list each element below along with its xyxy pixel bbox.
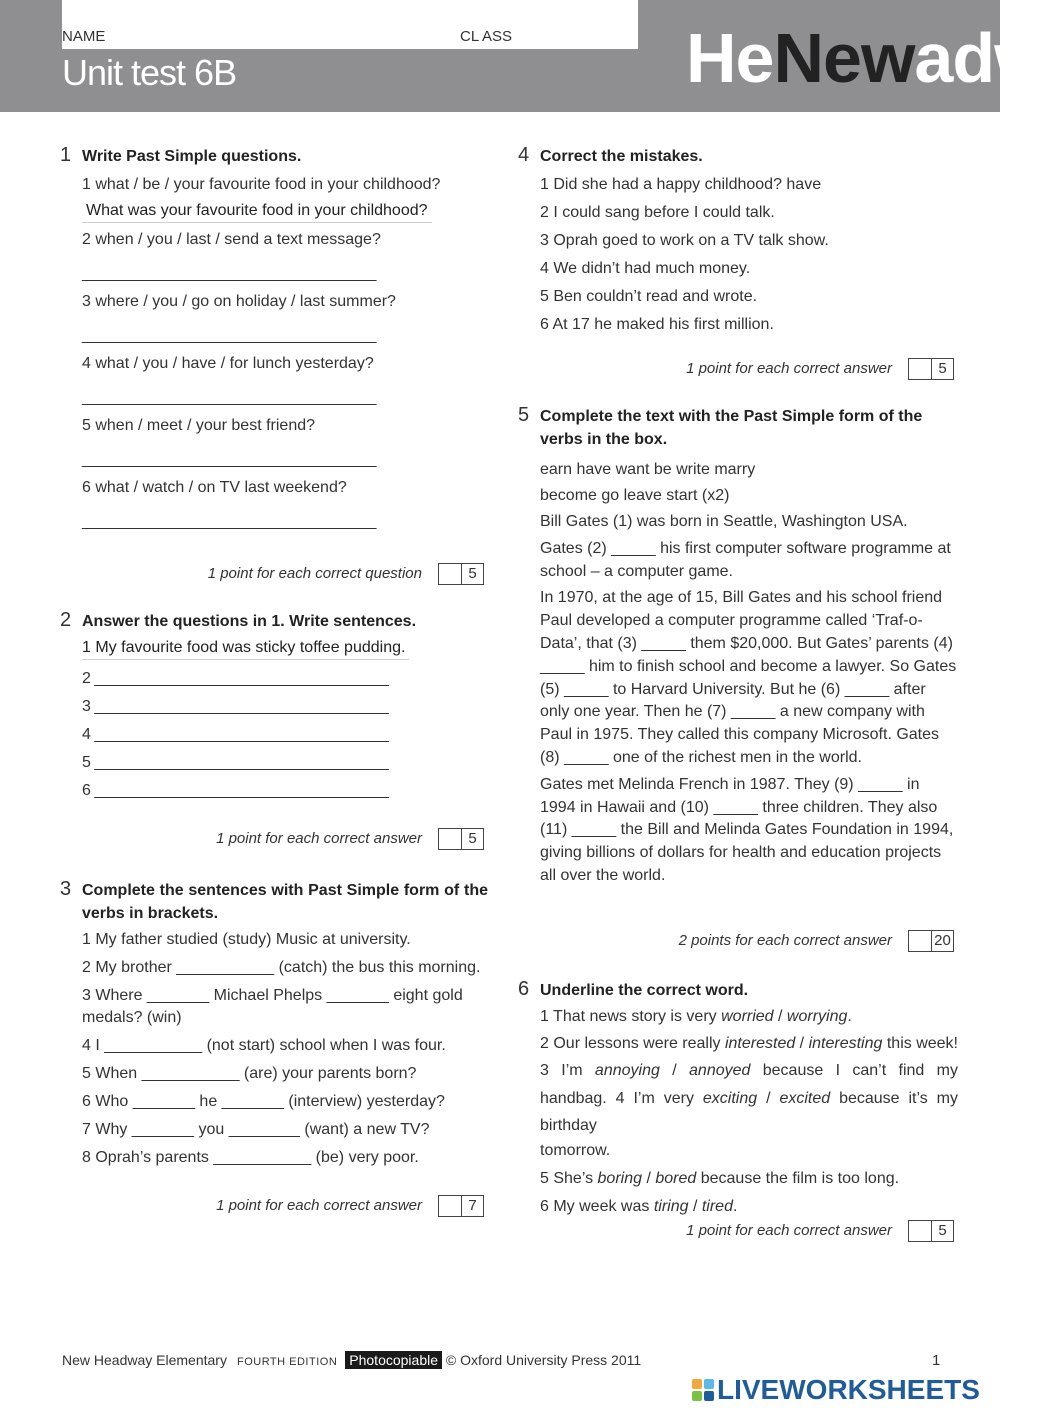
question-item: 1 what / be / your favourite food in your childhood? [82, 176, 441, 193]
score-value: 5 [468, 565, 477, 582]
question-item: 6 what / watch / on TV last weekend? [82, 479, 347, 496]
task-number: 3 [60, 878, 72, 900]
task-number: 2 [60, 609, 72, 631]
word-option[interactable]: worried [721, 1007, 774, 1025]
score-text: 2 points for each correct answer [678, 931, 892, 949]
score-box [908, 1220, 954, 1242]
page-number: 1 [932, 1352, 941, 1369]
edition-label: FOURTH EDITION [236, 1356, 338, 1368]
word-option[interactable]: exciting [702, 1089, 758, 1107]
verb-box-line: become go leave start (x2) [540, 487, 730, 504]
footer [62, 1352, 641, 1368]
copyright: © Oxford University Press 2011 [445, 1352, 642, 1368]
word-option[interactable]: boring [597, 1169, 643, 1187]
score-box [908, 358, 954, 380]
text-paragraph: Gates met Melinda French in 1987. They (9) _____ in 1994 in Hawaii and (10) _____ three children. They also (11) _____ the Bill and Melinda Gates Foundation in 1994, giving billions of dollars for health and education projects all over the world. [540, 775, 954, 884]
score-text: 1 point for each correct question [207, 565, 422, 582]
task-5 [518, 402, 958, 954]
task-4 [518, 142, 958, 382]
word-option[interactable]: tiring [653, 1197, 689, 1215]
example-answer[interactable]: 1 My favourite food was sticky toffee pudding. [82, 637, 409, 660]
answer-blank[interactable]: ___________________________________ [82, 327, 376, 344]
word-option[interactable]: annoyed [689, 1062, 751, 1080]
word-option[interactable]: excited [779, 1089, 831, 1107]
text-paragraph: Gates (2) _____ his first computer software programme at school – a computer game. [540, 539, 951, 580]
mistake-item: 1 Did she had a happy childhood? have [540, 176, 822, 193]
liveworksheets-logo[interactable] [692, 1374, 980, 1406]
task-number: 6 [518, 977, 530, 1000]
score-value: 7 [468, 1197, 477, 1214]
word-option[interactable]: worrying [786, 1007, 848, 1025]
choice-paragraph: 2 Our lessons were really interested / interesting this week! 3 I’m annoying / annoyed because I can’t find my handbag. 4 I’m very exciting / excited because it’s my birthday [540, 1034, 959, 1135]
task-title: Complete the text with the Past Simple form of the verbs in the box. [540, 408, 923, 448]
task-number: 4 [518, 144, 530, 166]
score-row [82, 826, 488, 852]
right-column [518, 142, 958, 1244]
score-row [540, 1218, 958, 1244]
task-number: 5 [518, 404, 530, 426]
word-option[interactable]: annoying [594, 1062, 660, 1080]
verb-box-line: earn have want be write marry [540, 461, 756, 478]
task-1 [60, 142, 488, 587]
sentence-item: 1 My father studied (study) Music at university. [82, 931, 411, 948]
answer-blank[interactable]: ___________________________________ [82, 389, 376, 406]
task-title: Correct the mistakes. [540, 148, 703, 165]
choice-continuation: tomorrow. [540, 1141, 611, 1159]
word-option[interactable]: tired [701, 1197, 733, 1215]
score-value: 20 [934, 931, 951, 949]
sentence-item: 7 Why _______ you ________ (want) a new TV? [82, 1121, 430, 1138]
sentence-item: 2 My brother ___________ (catch) the bus this morning. [82, 959, 481, 976]
score-row [540, 928, 958, 954]
answer-blank[interactable]: ___________________________________ [82, 513, 376, 530]
mistake-item: 2 I could sang before I could talk. [540, 204, 775, 221]
score-value: 5 [938, 360, 947, 377]
score-row [82, 561, 488, 587]
question-item: 3 where / you / go on holiday / last summer? [82, 293, 396, 310]
task-title: Complete the sentences with Past Simple form of the verbs in brackets. [82, 882, 488, 922]
word-option[interactable]: interested [724, 1034, 796, 1052]
sentence-item: 4 I ___________ (not start) school when I was four. [82, 1037, 446, 1054]
choice-sentence: 6 My week was tiring / tired. [540, 1197, 738, 1215]
score-text: 1 point for each correct answer [686, 360, 892, 377]
mistake-item: 3 Oprah goed to work on a TV talk show. [540, 232, 829, 249]
question-item: 2 when / you / last / send a text message? [82, 231, 381, 248]
question-item: 5 when / meet / your best friend? [82, 417, 316, 434]
choice-sentence: 5 She’s boring / bored because the film is too long. [540, 1169, 900, 1187]
answer-blank[interactable]: ___________________________________ [82, 265, 376, 282]
word-option[interactable]: bored [655, 1169, 697, 1187]
answer-blank[interactable]: ___________________________________ [82, 451, 376, 468]
sentence-item: 5 When ___________ (are) your parents born? [82, 1065, 417, 1082]
score-box [438, 1195, 484, 1217]
score-box [908, 930, 954, 952]
brand-logo: HeNewadw [686, 19, 1048, 97]
task-title: Write Past Simple questions. [82, 148, 302, 165]
score-box [438, 563, 484, 585]
sentence-item: 8 Oprah’s parents ___________ (be) very poor. [82, 1149, 419, 1166]
task-3 [60, 876, 488, 1219]
liveworksheets-grid-icon [692, 1379, 714, 1401]
photocopiable-badge: Photocopiable [345, 1351, 442, 1369]
answer-line[interactable]: 6 ___________________________________ [82, 782, 389, 799]
score-text: 1 point for each correct answer [216, 1197, 422, 1214]
unit-title: Unit test 6B [62, 52, 237, 93]
mistake-item: 4 We didn’t had much money. [540, 260, 751, 277]
question-item: 4 what / you / have / for lunch yesterday? [82, 355, 374, 372]
task-number: 1 [60, 144, 72, 166]
class-label: CL ASS [460, 28, 512, 45]
score-value: 5 [938, 1221, 947, 1239]
text-paragraph: In 1970, at the age of 15, Bill Gates and his school friend Paul developed a computer programme called ‘Traf-o-Data’, that (3) _____ them $20,000. But Gates’ parents (4) _____ him to finish school and become a lawyer. So Gates (5) _____ to Harvard University. But he (6) _____ after only one year. Then he (7) _____ a new company with Paul in 1975. They called this company Microsoft. Gates (8) _____ one of the richest men in the world. [540, 589, 957, 766]
task-title: Answer the questions in 1. Write sentences. [82, 613, 417, 630]
text-paragraph: Bill Gates (1) was born in Seattle, Washington USA. [540, 513, 908, 530]
score-row [540, 356, 958, 382]
left-column [60, 142, 488, 1219]
answer-line[interactable]: 4 ___________________________________ [82, 726, 389, 743]
logo-text: LIVEWORKSHEETS [717, 1374, 980, 1405]
mistake-item: 5 Ben couldn’t read and wrote. [540, 288, 758, 305]
answer-line[interactable]: 2 ___________________________________ [82, 670, 389, 687]
score-box [438, 828, 484, 850]
answer-line[interactable]: 5 ___________________________________ [82, 754, 389, 771]
choice-sentence: 1 That news story is very worried / worrying. [540, 1007, 852, 1025]
answer-line[interactable]: 3 ___________________________________ [82, 698, 389, 715]
example-answer[interactable]: What was your favourite food in your childhood? [82, 200, 432, 223]
task-title: Underline the correct word. [540, 981, 749, 999]
score-text: 1 point for each correct answer [686, 1221, 892, 1239]
score-text: 1 point for each correct answer [216, 830, 422, 847]
task-6 [518, 976, 958, 1244]
score-value: 5 [468, 830, 477, 847]
name-label: NAME [62, 28, 106, 45]
word-option[interactable]: interesting [808, 1034, 883, 1052]
sentence-item: 3 Where _______ Michael Phelps _______ eight gold medals? (win) [82, 987, 463, 1026]
name-class-box [62, 0, 638, 49]
mistake-item: 6 At 17 he maked his first million. [540, 316, 774, 333]
task-2 [60, 607, 488, 852]
sentence-item: 6 Who _______ he _______ (interview) yesterday? [82, 1093, 445, 1110]
book-title: New Headway Elementary [62, 1352, 227, 1368]
score-row [82, 1193, 488, 1219]
